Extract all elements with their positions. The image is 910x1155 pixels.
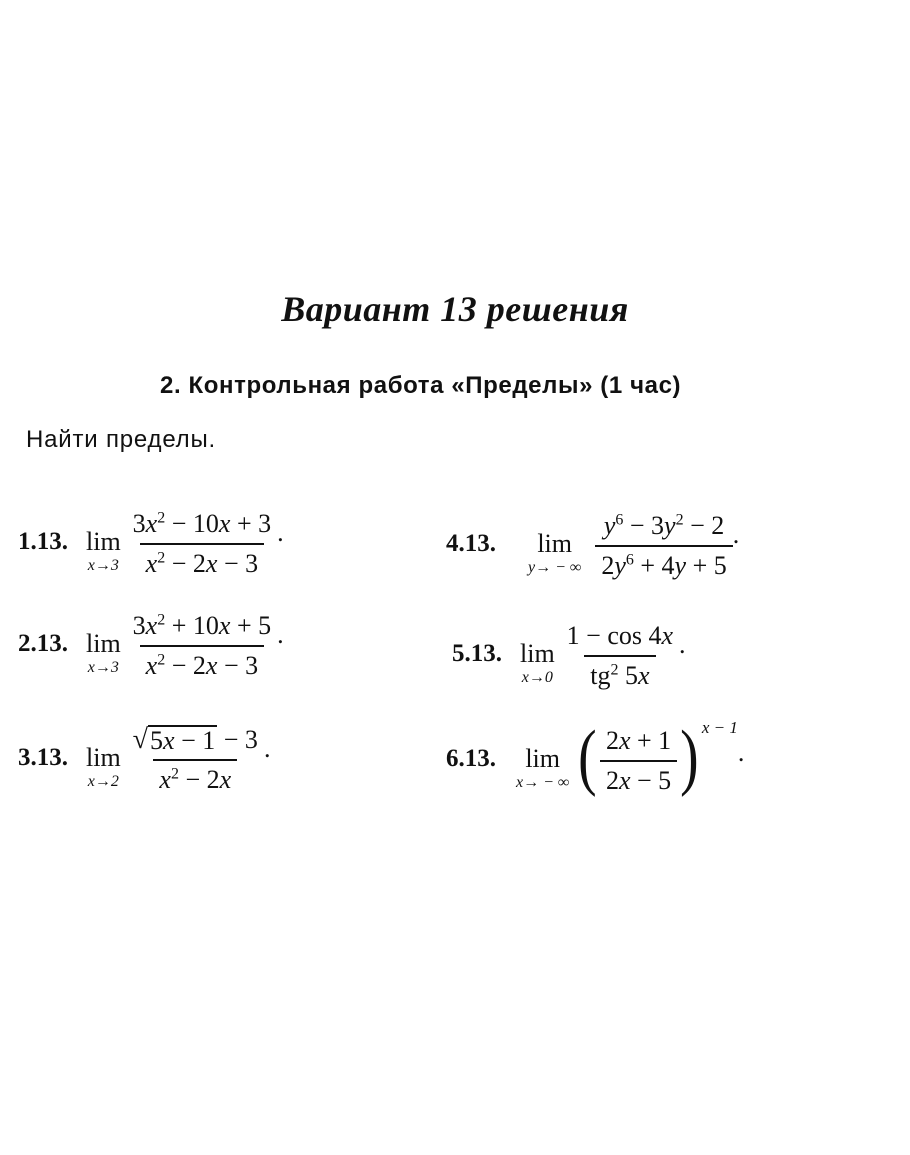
problem-number: 2.13. [18,630,68,657]
limit-operator [528,530,581,578]
lim-word: lim [86,629,121,658]
problem-2: 2.13. lim x→3 $\frac{3x^2 + 10x + 5}{x^2 - 2x - 3}$ . [18,611,284,680]
limit-subscript: x→3 [87,659,119,676]
task-instruction: Найти пределы. [26,426,216,453]
exponent: x − 1 [701,718,738,737]
denominator: $2y^6 + 4y + 5$ [595,545,732,582]
problem-3: 3.13. lim x→2 √ 5x − 1 − 3 $x^2 - 2x$ . [18,724,271,794]
problem-1: 1.13. lim x→3 $\frac{3x^2 - 10x + 3}{x^2 - 2x - 3}$ . [18,509,284,578]
left-parenthesis: ( [578,716,597,798]
lim-word: lim [537,529,572,558]
numerator: $y^6 - 3y^2 - 2$ [603,511,725,540]
fraction [600,725,677,797]
limit-subscript: x→0 [521,669,553,686]
fraction [127,610,277,682]
denominator: $tg^2$ 5x [584,655,655,692]
denominator: 2x − 5 [600,760,677,797]
problem-5: 5.13. lim x→0 $\frac{1 - \cos 4x}{tg^2 5x}$ . [452,621,686,690]
problem-4: 4.13. lim y→ − ∞ $\frac{y^6 - 3y^2 - 2}{2y^6 + 4y + 5}$ . [446,511,740,580]
numerator: $3x^2 + 10x + 5$ [132,611,272,640]
limit-subscript: x→ − ∞ [516,774,570,791]
numerator: $3x^2 - 10x + 3$ [132,509,272,538]
limit-operator [86,744,121,792]
denominator: $x^2 - 2x - 3$ [140,645,264,682]
denominator: $x^2 - 2x - 3$ [140,543,264,580]
limit-operator [520,640,555,688]
problem-number: 1.13. [18,528,68,555]
fraction [595,510,732,582]
section-heading: 2. Контрольная работа «Пределы» (1 час) [160,372,682,399]
page-title: Вариант 13 решения [281,289,629,329]
lim-word: lim [86,743,121,772]
denominator: $x^2 - 2x$ [153,759,237,796]
limit-subscript: x→2 [87,773,119,790]
square-root: √ 5x − 1 [132,724,216,755]
problem-6: 6.13. lim x→ − ∞ ( $\frac{2x + 1}{2x - 5}$ ) x − 1 . [446,716,745,798]
numerator: 2x + 1 [605,726,672,755]
limit-subscript: y→ − ∞ [528,559,582,576]
problem-number: 6.13. [446,745,496,772]
limit-operator [516,745,569,793]
lim-word: lim [86,527,121,556]
numerator: √ 5x − 1 − 3 [132,724,258,755]
limit-operator [86,528,121,576]
limit-operator [86,630,121,678]
lim-word: lim [520,639,555,668]
fraction [127,724,264,796]
lim-word: lim [525,744,560,773]
fraction [127,508,277,580]
right-parenthesis: ) [680,716,699,798]
fraction [561,620,679,692]
numerator: 1 − cos 4x [566,621,674,650]
problem-number: 5.13. [452,640,502,667]
limit-subscript: x→3 [87,557,119,574]
problem-number: 4.13. [446,530,496,557]
problem-number: 3.13. [18,744,68,771]
